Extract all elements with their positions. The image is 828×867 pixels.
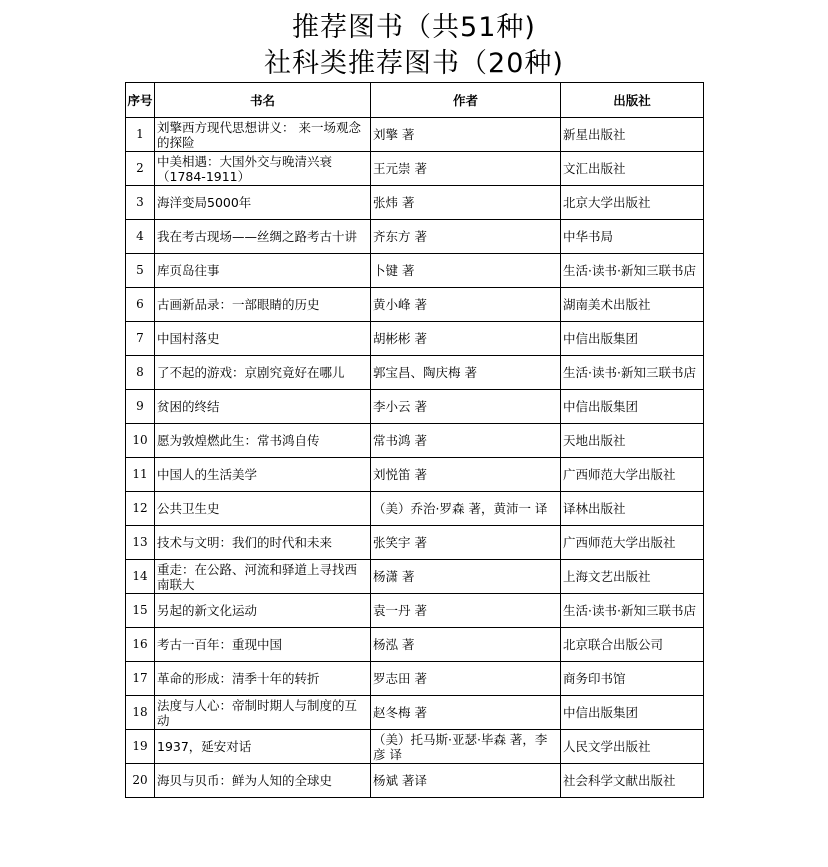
- row-author-cell: 齐东方 著: [371, 220, 561, 254]
- row-title-cell: 中国村落史: [155, 322, 371, 356]
- row-title-cell: 库页岛往事: [155, 254, 371, 288]
- row-title-cell: 古画新品录：一部眼睛的历史: [155, 288, 371, 322]
- row-title-cell: 中美相遇：大国外交与晚清兴衰（1784-1911）: [155, 152, 371, 186]
- header-publisher: 出版社: [561, 83, 704, 118]
- row-author-cell: 罗志田 著: [371, 662, 561, 696]
- row-seq-cell: 8: [126, 356, 155, 390]
- row-publisher-cell: 生活·读书·新知三联书店: [561, 356, 704, 390]
- table-row: [126, 152, 704, 186]
- row-seq-cell: 19: [126, 730, 155, 764]
- row-seq-cell: 18: [126, 696, 155, 730]
- row-author-cell: 张炜 著: [371, 186, 561, 220]
- table-row: [126, 764, 704, 798]
- table-row: [126, 628, 704, 662]
- row-title-cell: 我在考古现场——丝绸之路考古十讲: [155, 220, 371, 254]
- row-title-cell: 重走：在公路、河流和驿道上寻找西南联大: [155, 560, 371, 594]
- row-publisher-cell: 北京联合出版公司: [561, 628, 704, 662]
- row-title-cell: 海贝与贝币：鲜为人知的全球史: [155, 764, 371, 798]
- row-publisher-cell: 上海文艺出版社: [561, 560, 704, 594]
- row-author-cell: 李小云 著: [371, 390, 561, 424]
- table-row: [126, 220, 704, 254]
- row-seq-cell: 2: [126, 152, 155, 186]
- row-author-cell: （美）托马斯·亚瑟·毕森 著，李彦 译: [371, 730, 561, 764]
- table-row: [126, 186, 704, 220]
- row-publisher-cell: 商务印书馆: [561, 662, 704, 696]
- row-publisher-cell: 中信出版集团: [561, 390, 704, 424]
- table-row: [126, 526, 704, 560]
- page-title: 推荐图书（共51种): [292, 12, 536, 43]
- row-author-cell: 杨潇 著: [371, 560, 561, 594]
- table-row: [126, 730, 704, 764]
- row-publisher-cell: 社会科学文献出版社: [561, 764, 704, 798]
- row-title-cell: 考古一百年：重现中国: [155, 628, 371, 662]
- row-seq-cell: 20: [126, 764, 155, 798]
- row-publisher-cell: 人民文学出版社: [561, 730, 704, 764]
- row-author-cell: 常书鸿 著: [371, 424, 561, 458]
- table-row: [126, 492, 704, 526]
- table-header-row: [126, 83, 704, 118]
- row-author-cell: 王元崇 著: [371, 152, 561, 186]
- row-publisher-cell: 北京大学出版社: [561, 186, 704, 220]
- row-author-cell: 卜键 著: [371, 254, 561, 288]
- book-table: [125, 82, 704, 798]
- title-block: [0, 10, 828, 82]
- header-name: 书名: [155, 83, 371, 118]
- row-title-cell: 了不起的游戏：京剧究竟好在哪儿: [155, 356, 371, 390]
- row-publisher-cell: 天地出版社: [561, 424, 704, 458]
- table-row: [126, 458, 704, 492]
- row-title-cell: 革命的形成：清季十年的转折: [155, 662, 371, 696]
- row-author-cell: 刘悦笛 著: [371, 458, 561, 492]
- row-seq-cell: 10: [126, 424, 155, 458]
- row-seq-cell: 13: [126, 526, 155, 560]
- row-title-cell: 刘擎西方现代思想讲义： 来一场观念的探险: [155, 118, 371, 152]
- table-row: [126, 254, 704, 288]
- row-author-cell: （美）乔治·罗森 著，黄沛一 译: [371, 492, 561, 526]
- row-title-cell: 公共卫生史: [155, 492, 371, 526]
- row-author-cell: 赵冬梅 著: [371, 696, 561, 730]
- row-publisher-cell: 广西师范大学出版社: [561, 458, 704, 492]
- row-author-cell: 袁一丹 著: [371, 594, 561, 628]
- row-seq-cell: 17: [126, 662, 155, 696]
- row-seq-cell: 11: [126, 458, 155, 492]
- row-title-cell: 中国人的生活美学: [155, 458, 371, 492]
- row-publisher-cell: 文汇出版社: [561, 152, 704, 186]
- row-author-cell: 郭宝昌、陶庆梅 著: [371, 356, 561, 390]
- header-seq: 序号: [126, 83, 155, 118]
- row-author-cell: 杨斌 著译: [371, 764, 561, 798]
- row-seq-cell: 12: [126, 492, 155, 526]
- table-row: [126, 662, 704, 696]
- row-seq-cell: 15: [126, 594, 155, 628]
- table-row: [126, 594, 704, 628]
- row-publisher-cell: 新星出版社: [561, 118, 704, 152]
- row-seq-cell: 3: [126, 186, 155, 220]
- row-seq-cell: 4: [126, 220, 155, 254]
- row-publisher-cell: 中华书局: [561, 220, 704, 254]
- row-seq-cell: 16: [126, 628, 155, 662]
- row-title-cell: 法度与人心：帝制时期人与制度的互动: [155, 696, 371, 730]
- row-author-cell: 黄小峰 著: [371, 288, 561, 322]
- row-seq-cell: 14: [126, 560, 155, 594]
- table-row: [126, 424, 704, 458]
- table-row: [126, 118, 704, 152]
- row-author-cell: 胡彬彬 著: [371, 322, 561, 356]
- row-title-cell: 技术与文明：我们的时代和未来: [155, 526, 371, 560]
- row-title-cell: 愿为敦煌燃此生：常书鸿自传: [155, 424, 371, 458]
- row-seq-cell: 1: [126, 118, 155, 152]
- row-publisher-cell: 生活·读书·新知三联书店: [561, 594, 704, 628]
- table-body: [126, 118, 704, 798]
- table-row: [126, 696, 704, 730]
- page-subtitle: 社科类推荐图书（20种): [264, 48, 564, 79]
- row-author-cell: 刘擎 著: [371, 118, 561, 152]
- row-author-cell: 杨泓 著: [371, 628, 561, 662]
- row-title-cell: 海洋变局5000年: [155, 186, 371, 220]
- row-title-cell: 另起的新文化运动: [155, 594, 371, 628]
- table-row: [126, 288, 704, 322]
- table-row: [126, 322, 704, 356]
- row-publisher-cell: 生活·读书·新知三联书店: [561, 254, 704, 288]
- header-author: 作者: [371, 83, 561, 118]
- table-row: [126, 560, 704, 594]
- row-author-cell: 张笑宇 著: [371, 526, 561, 560]
- table-row: [126, 356, 704, 390]
- row-seq-cell: 7: [126, 322, 155, 356]
- row-publisher-cell: 广西师范大学出版社: [561, 526, 704, 560]
- row-publisher-cell: 中信出版集团: [561, 696, 704, 730]
- row-seq-cell: 6: [126, 288, 155, 322]
- row-publisher-cell: 译林出版社: [561, 492, 704, 526]
- row-title-cell: 1937，延安对话: [155, 730, 371, 764]
- row-publisher-cell: 湖南美术出版社: [561, 288, 704, 322]
- row-title-cell: 贫困的终结: [155, 390, 371, 424]
- table-row: [126, 390, 704, 424]
- row-seq-cell: 9: [126, 390, 155, 424]
- row-seq-cell: 5: [126, 254, 155, 288]
- row-publisher-cell: 中信出版集团: [561, 322, 704, 356]
